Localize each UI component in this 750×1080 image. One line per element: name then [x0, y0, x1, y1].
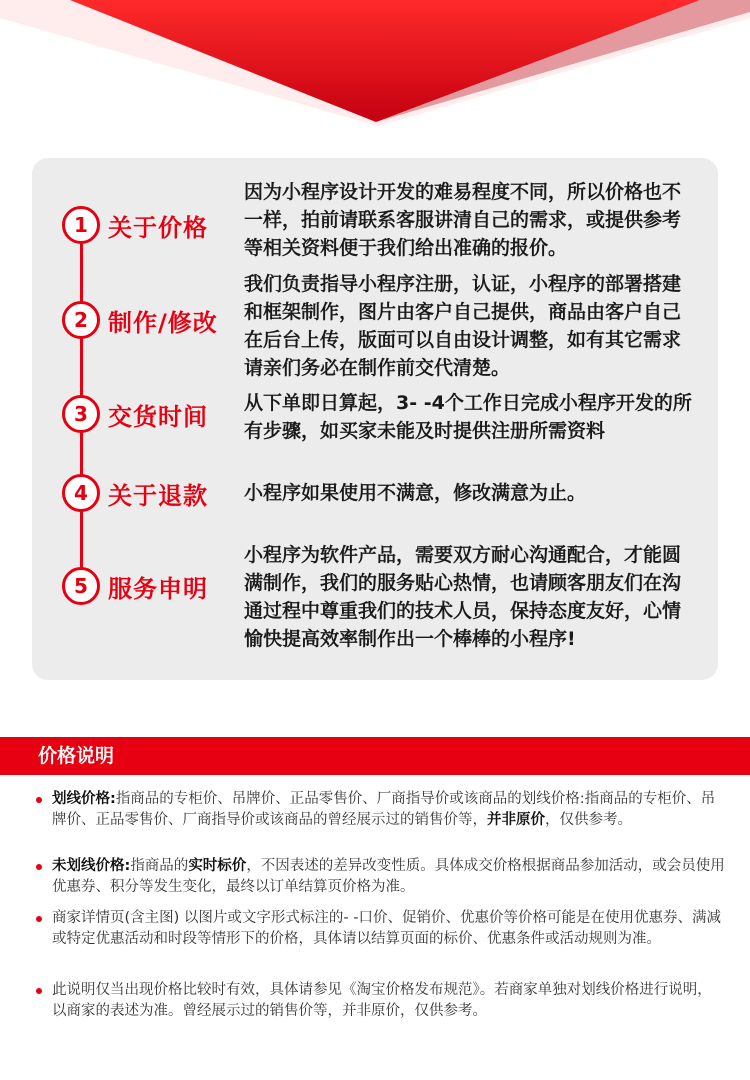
price-section-header	[0, 737, 750, 775]
top-red-banner	[0, 0, 750, 130]
step-5-number: 5	[62, 567, 100, 605]
price-item-detail-page	[36, 908, 726, 950]
price-item-text: 商家详情页(含主图) 以图片或文字形式标注的- -口价、促销价、优惠价等价格可能是在使用优惠券、满减或特定优惠活动和时段等情形下的价格，具体请以结算页面的标价、优惠条件或活动规则为准。	[52, 910, 721, 947]
price-section-title: 价格说明	[38, 745, 115, 767]
step-4-marker	[62, 474, 208, 512]
bullet-dot	[36, 916, 42, 922]
price-item-body: 指商品的	[130, 858, 189, 874]
step-2-marker	[62, 301, 218, 339]
price-item-tail: ，仅供参考。	[545, 812, 632, 828]
step-1-title: 关于价格	[108, 213, 208, 242]
price-item-text: 此说明仅当出现价格比较时有效，具体请参见《淘宝价格发布规范》。若商家单独对划线价格进行说明，以商家的表述为准。曾经展示过的销售价等，并非原价，仅供参考。	[52, 982, 712, 1019]
step-4-number: 4	[62, 474, 100, 512]
price-item-emphasis: 并非原价	[487, 812, 545, 828]
bullet-dot	[36, 988, 42, 994]
price-item-text	[52, 856, 726, 898]
step-1-description: 因为小程序设计开发的难易程度不同，所以价格也不一样，拍前请联系客服讲清自己的需求，或提供参考等相关资料便于我们给出准确的报价。	[244, 181, 682, 259]
step-2-description: 我们负责指导小程序注册，认证，小程序的部署搭建和框架制作，图片由客户自己提供，商品由客户自己在后台上传，版面可以自由设计调整，如有其它需求请亲们务必在制作前交代清楚。	[244, 273, 682, 379]
price-item-emphasis: 实时标价	[188, 858, 247, 874]
step-1-number: 1	[62, 206, 100, 244]
step-4-description: 小程序如果使用不满意，修改满意为止。	[244, 482, 587, 504]
price-item-body: 指商品的专柜价、吊牌价、正品零售价、厂商指导价或该商品的划线价格:指商品的专柜价、吊牌价、正品零售价、厂商指导价或该商品的曾经展示过的销售价等，	[52, 791, 716, 828]
step-2-title: 制作/修改	[108, 308, 218, 337]
price-item-note	[36, 980, 726, 1022]
step-1-marker	[62, 206, 208, 244]
bullet-dot	[36, 797, 42, 803]
step-3-marker	[62, 395, 208, 433]
step-3-description: 从下单即日算起，3- -4个工作日完成小程序开发的所有步骤，如买家未能及时提供注册所需资料	[244, 392, 692, 442]
bullet-dot	[36, 864, 42, 870]
step-5-marker	[62, 567, 208, 605]
price-item-label: 未划线价格:	[52, 858, 131, 874]
price-item-label: 划线价格:	[52, 791, 116, 807]
price-item-text	[52, 789, 726, 831]
step-3-number: 3	[62, 395, 100, 433]
step-5-description: 小程序为软件产品，需要双方耐心沟通配合，才能圆满制作，我们的服务贴心热情，也请顾客朋友们在沟通过程中尊重我们的技术人员，保持态度友好，心情愉快提高效率制作出一个棒棒的小程序!	[244, 544, 682, 650]
step-2-number: 2	[62, 301, 100, 339]
price-item-non-strikethrough	[36, 856, 726, 898]
step-3-title: 交货时间	[108, 402, 208, 431]
step-5-title: 服务申明	[108, 574, 208, 603]
price-item-body-rest: ，不因表述的差异改变性质。具体成交价格根据商品参加活动，或会员使用优惠券、积分等发生变化，最终以订单结算页价格为准。	[52, 858, 725, 895]
step-4-title: 关于退款	[108, 481, 208, 510]
price-item-strikethrough	[36, 789, 726, 831]
